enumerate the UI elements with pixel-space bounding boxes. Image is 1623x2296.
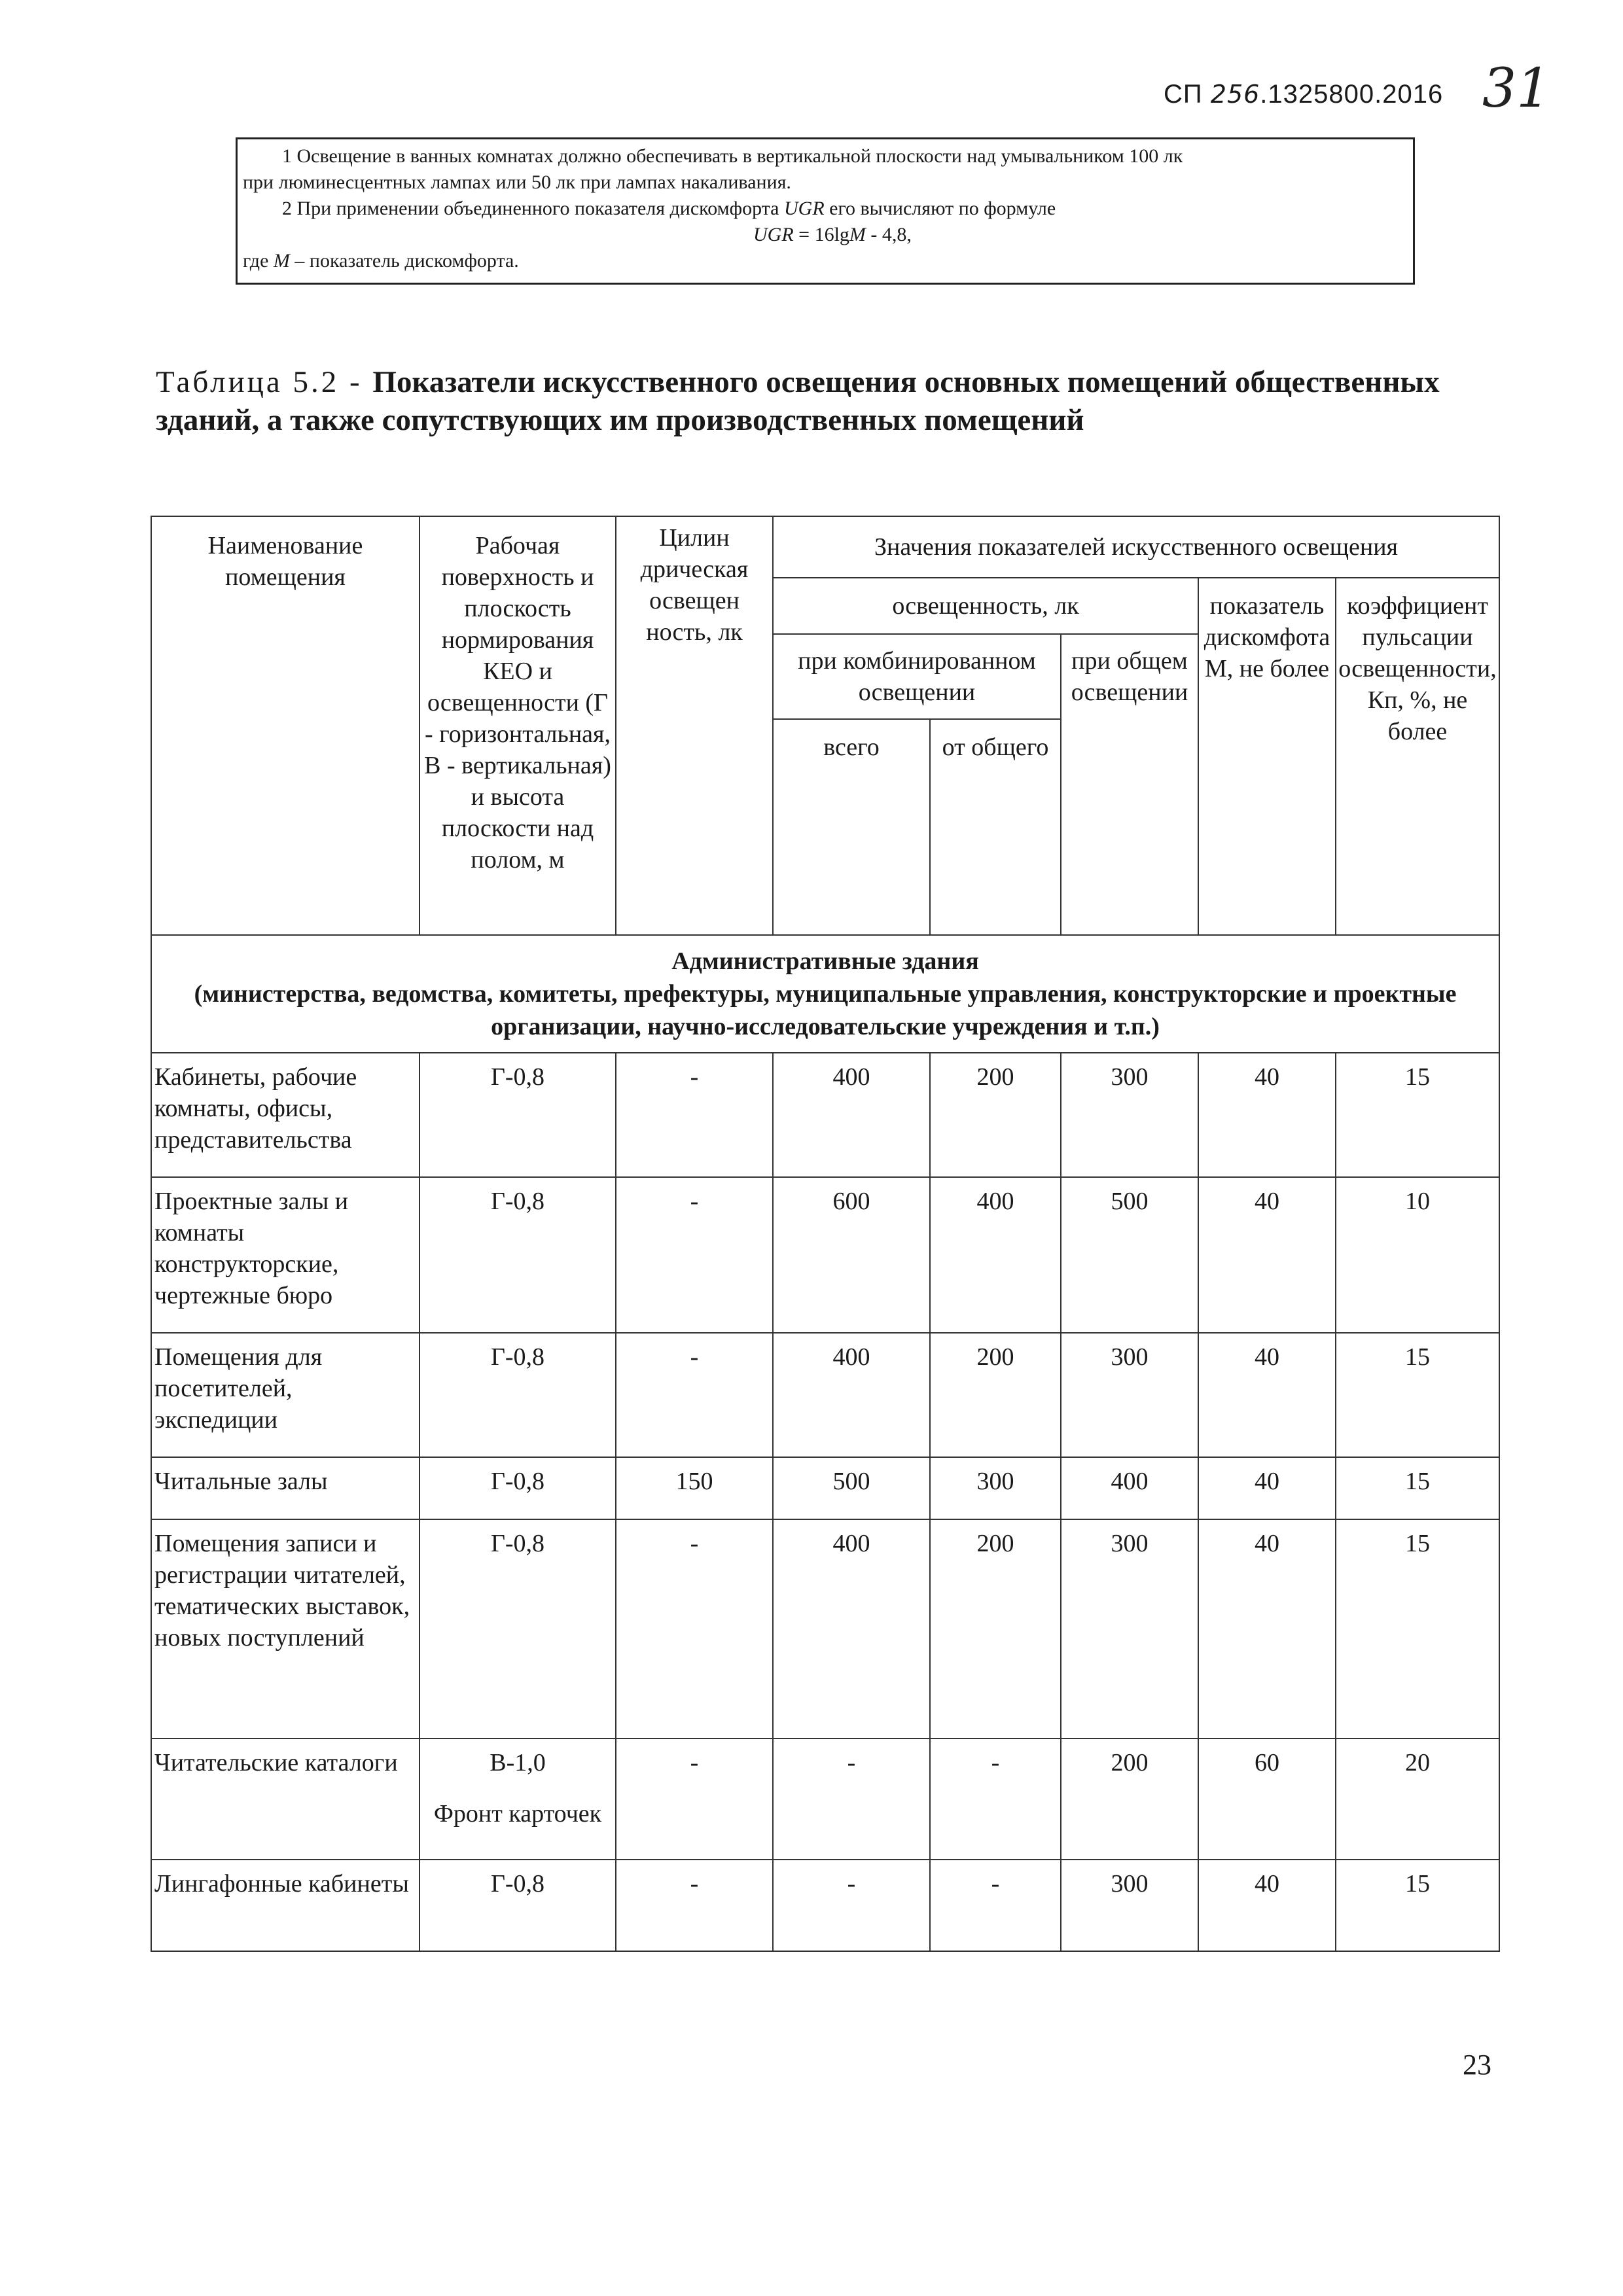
handwritten-page-mark: 31	[1482, 58, 1551, 120]
page-number: 23	[1463, 2049, 1491, 2081]
row-surface: Г-0,8	[419, 1860, 616, 1951]
row-total: 400	[773, 1333, 930, 1457]
row-from-general: 200	[930, 1519, 1061, 1739]
row-from-general: 200	[930, 1333, 1061, 1457]
row-total: -	[773, 1739, 930, 1860]
row-discomfort: 40	[1198, 1053, 1336, 1177]
row-general: 200	[1061, 1739, 1198, 1860]
row-cylindrical: -	[616, 1177, 773, 1333]
header-discomfort: показатель дискомфота М, не более	[1198, 578, 1336, 935]
note-line-5: где M – показатель дискомфорта.	[243, 250, 519, 272]
table-row	[151, 1519, 1499, 1739]
row-general: 300	[1061, 1519, 1198, 1739]
row-name: Кабинеты, рабочие комнаты, офисы, представительства	[151, 1053, 419, 1177]
row-surface: Г-0,8	[419, 1053, 616, 1177]
header-general: при общем освещении	[1061, 634, 1198, 935]
row-pulsation: 15	[1336, 1457, 1499, 1519]
row-surface: Г-0,8	[419, 1457, 616, 1519]
row-total: 500	[773, 1457, 930, 1519]
header-pulsation: коэффициент пульсации освещенности, Кп, %, не более	[1336, 578, 1499, 935]
row-cylindrical: -	[616, 1333, 773, 1457]
row-cylindrical: -	[616, 1860, 773, 1951]
section-cell	[151, 935, 1499, 1053]
code-suffix: .1325800.2016	[1260, 80, 1444, 109]
section-row	[151, 935, 1499, 1053]
row-surface: Г-0,8	[419, 1177, 616, 1333]
header-total: всего	[773, 719, 930, 935]
row-pulsation: 15	[1336, 1333, 1499, 1457]
formula: UGR = 16lgM - 4,8,	[753, 224, 912, 245]
row-surface: Г-0,8	[419, 1333, 616, 1457]
row-discomfort: 60	[1198, 1739, 1336, 1860]
caption-label: Таблица 5.2 -	[156, 365, 373, 399]
row-from-general: 200	[930, 1053, 1061, 1177]
row-cylindrical: 150	[616, 1457, 773, 1519]
header-combined: при комбинированном освещении	[773, 634, 1061, 719]
code-prefix: СП	[1164, 80, 1203, 109]
row-surface-value: В-1,0	[490, 1749, 546, 1776]
row-discomfort: 40	[1198, 1457, 1336, 1519]
row-general: 500	[1061, 1177, 1198, 1333]
document-code	[1164, 80, 1443, 109]
notes-box	[236, 137, 1415, 285]
note-line-2: при люминесцентных лампах или 50 лк при лампах накаливания.	[243, 171, 791, 193]
lighting-table	[151, 516, 1500, 1952]
row-discomfort: 40	[1198, 1860, 1336, 1951]
row-general: 300	[1061, 1053, 1198, 1177]
row-discomfort: 40	[1198, 1177, 1336, 1333]
row-pulsation: 15	[1336, 1860, 1499, 1951]
row-discomfort: 40	[1198, 1333, 1336, 1457]
section-title: Административные здания	[671, 947, 979, 975]
row-total: 400	[773, 1053, 930, 1177]
header-illuminance: освещенность, лк	[773, 578, 1198, 634]
note-line-1: 1 Освещение в ванных комнатах должно обеспечивать в вертикальной плоскости над умывальником 100 лк	[282, 145, 1183, 167]
row-total: 400	[773, 1519, 930, 1739]
row-discomfort: 40	[1198, 1519, 1336, 1739]
header-surface: Рабочая поверхность и плоскость нормирования КЕО и освещенности (Г - горизонтальная, В - вертикальная) и высота плоскости над полом, м	[419, 516, 616, 935]
row-total: -	[773, 1860, 930, 1951]
row-name: Помещения записи и регистрации читателей, тематических выставок, новых поступлений	[151, 1519, 419, 1739]
header-values: Значения показателей искусственного освещения	[773, 516, 1499, 578]
table-row	[151, 1739, 1499, 1860]
row-cylindrical: -	[616, 1053, 773, 1177]
table-row	[151, 1053, 1499, 1177]
row-from-general: -	[930, 1860, 1061, 1951]
table-row	[151, 1177, 1499, 1333]
row-from-general: 400	[930, 1177, 1061, 1333]
row-total: 600	[773, 1177, 930, 1333]
row-pulsation: 20	[1336, 1739, 1499, 1860]
row-from-general: 300	[930, 1457, 1061, 1519]
row-cylindrical: -	[616, 1519, 773, 1739]
row-name: Помещения для посетителей, экспедиции	[151, 1333, 419, 1457]
row-general: 400	[1061, 1457, 1198, 1519]
table-row	[151, 1333, 1499, 1457]
table-row	[151, 1457, 1499, 1519]
row-cylindrical: -	[616, 1739, 773, 1860]
header-cylindrical: Цилин дрическая освещен ность, лк	[616, 516, 773, 935]
row-name: Читательские каталоги	[151, 1739, 419, 1860]
row-pulsation: 15	[1336, 1519, 1499, 1739]
section-subtitle: (министерства, ведомства, комитеты, префектуры, муниципальные управления, конструкторские и проектные организации, научно-исследовательские учреждения и т.п.)	[194, 980, 1457, 1040]
table-row	[151, 1860, 1499, 1951]
row-surface	[419, 1739, 616, 1860]
header-name: Наименование помещения	[151, 516, 419, 935]
row-surface: Г-0,8	[419, 1519, 616, 1739]
table-caption	[156, 363, 1465, 439]
row-pulsation: 10	[1336, 1177, 1499, 1333]
row-from-general: -	[930, 1739, 1061, 1860]
row-general: 300	[1061, 1860, 1198, 1951]
row-surface-note: Фронт карточек	[433, 1800, 602, 1828]
header-from-general: от общего	[930, 719, 1061, 935]
code-handwritten: 256	[1210, 80, 1260, 109]
caption-title: Показатели искусственного освещения основных помещений общественных зданий, а также сопутствующих им производственных помещений	[156, 365, 1440, 437]
row-name: Лингафонные кабинеты	[151, 1860, 419, 1951]
row-pulsation: 15	[1336, 1053, 1499, 1177]
row-name: Проектные залы и комнаты конструкторские, чертежные бюро	[151, 1177, 419, 1333]
header-row-1	[151, 516, 1499, 578]
row-name: Читальные залы	[151, 1457, 419, 1519]
note-line-3: 2 При применении объединенного показателя дискомфорта UGR его вычисляют по формуле	[282, 198, 1056, 219]
row-general: 300	[1061, 1333, 1198, 1457]
